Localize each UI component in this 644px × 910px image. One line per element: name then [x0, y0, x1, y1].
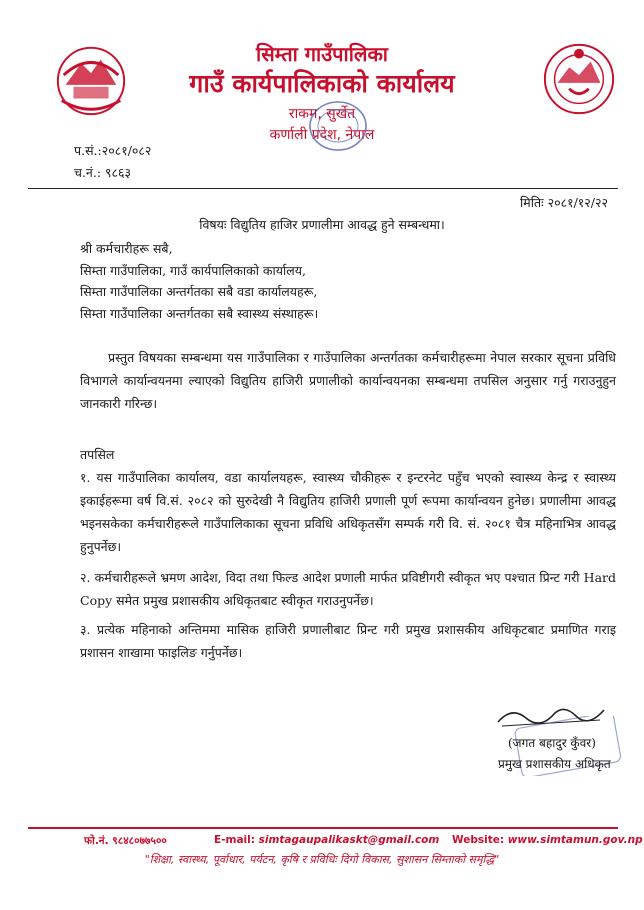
- detail-point-3: ३. प्रत्येक महिनाको अन्तिममा मासिक हाजिरी प्रणालीबाट प्रिन्ट गरी प्रमुख प्रशासकीय अधिकृटबाट प्रमाणित गराइ प्रशासन शाखामा फाइलिङ गर्नुपर्नेछ।: [80, 622, 616, 660]
- signatory-title: प्रमुख प्रशासकीय अधिकृत: [498, 757, 611, 771]
- website-url[interactable]: www.simtamun.gov.np: [507, 834, 643, 846]
- email-label: E-mail:: [214, 834, 255, 846]
- addressee-line: श्री कर्मचारीहरू सबै,: [80, 241, 173, 256]
- details-heading: तपसिल: [80, 447, 115, 462]
- office-name: गाउँ कार्यपालिकाको कार्यालय: [189, 69, 455, 98]
- office-location: राकम, सुर्खेत: [288, 106, 356, 122]
- footer-phone: फो.नं. ९८४८०७७५००: [84, 835, 167, 847]
- header-divider: [28, 188, 618, 189]
- municipality-name: सिम्ता गाउँपालिका: [256, 42, 388, 66]
- addressee-block: [80, 238, 318, 324]
- letter-date: मितिः २०८१/१२/२२: [520, 195, 608, 210]
- footer-website: [452, 834, 643, 846]
- detail-point-1: १. यस गाउँपालिका कार्यालय, वडा कार्यालयहरू, स्वास्थ्य चौकीहरू र इन्टरनेट पहुँच भएको स्वास्थ्य केन्द्र र स्वास्थ्य इकाईहरूमा वर्ष वि.सं. २०८२ को सुरुदेखी नै विद्युतिय हाजिरी प्रणाली पूर्ण रूपमा कार्यान्वयन हुनेछ। प्रणालीमा आवद्ध भइनसकेका कर्मचारीहरूले गाउँपालिकाका सूचना प्रविधि अधिकृतसँग सम्पर्क गरी वि. सं. २०८१ चैत्र महिनाभित्र आवद्ध हुनुपर्नेछ।: [80, 470, 616, 554]
- letter-subject: विषयः विद्युतिय हाजिर प्रणालीमा आवद्ध हुने सम्बन्धमा।: [199, 217, 445, 232]
- website-label: Website:: [452, 834, 505, 846]
- footer-slogan: "शिक्षा, स्वास्थ्य, पूर्वाधार, पर्यटन, कृषि र प्रविधिः दिगो विकास, सुशासन सिम्ताको समृद्धि": [144, 853, 500, 866]
- dispatch-number: च.नं.: ९८६३: [74, 165, 132, 180]
- addressee-line: सिम्ता गाउँपालिका अन्तर्गतका सबै वडा कार्यालयहरू,: [80, 284, 318, 299]
- office-province: कर्णाली प्रदेश, नेपाल: [269, 127, 375, 143]
- office-seal-stamp: [306, 98, 370, 154]
- intro-paragraph: प्रस्तुत विषयका सम्बन्धमा यस गाउँपालिका र गाउँपालिका अन्तर्गतका कर्मचारीहरूमा नेपाल सरकार सूचना प्रविधि विभागले कार्यान्वयनमा ल्याएको विद्युतिय हाजिरी प्रणालीको कार्यान्वयनका सम्बन्धमा तपसिल अनुसार गर्नु गराउनुहुन जानकारी गरिन्छ।: [80, 350, 616, 411]
- footer-divider: [28, 827, 618, 829]
- addressee-line: सिम्ता गाउँपालिका अन्तर्गतका सबै स्वास्थ्य संस्थाहरू।: [80, 305, 319, 321]
- reference-number: प.सं.:२०८१/०८२: [74, 143, 152, 158]
- addressee-line: सिम्ता गाउँपालिका, गाउँ कार्यपालिकाको कार्यालय,: [80, 262, 306, 278]
- footer-email: [214, 834, 439, 846]
- detail-point-2: २. कर्मचारीहरूले भ्रमण आदेश, विदा तथा फिल्ड आदेश प्रणाली मार्फत प्रविष्टीगरी स्वीकृत भए पश्चात प्रिन्ट गरी Hard Copy समेत प्रमुख प्रशासकीय अधिकृतबाट स्वीकृत गराउनुपर्नेछ।: [80, 570, 616, 608]
- email-address[interactable]: simtagaupalikaskt@gmail.com: [258, 834, 440, 846]
- signatory-name: (जगत बहादुर कुँवर): [508, 736, 596, 750]
